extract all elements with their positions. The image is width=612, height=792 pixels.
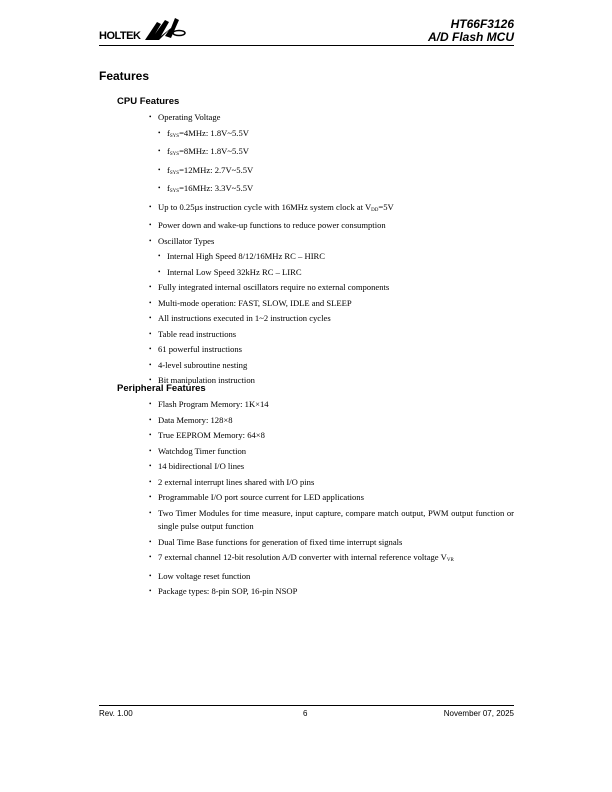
item-text: Multi-mode operation: FAST, SLOW, IDLE and SLEEP (158, 297, 352, 308)
item-text: Bit manipulation instruction (158, 375, 255, 385)
list-item (148, 218, 514, 234)
item-text: Table read instructions (158, 328, 237, 339)
item-text: Operating Voltage (158, 112, 221, 122)
sub-list-item (148, 163, 514, 182)
list-item (148, 506, 514, 535)
item-text: Package types: 8-pin SOP, 16-pin NSOP (158, 586, 298, 596)
item-text: Up to 0.25µs instruction cycle with 16MHz system clock at V (158, 201, 372, 212)
list-item (148, 550, 514, 569)
document-subtitle: A/D Flash MCU (427, 30, 514, 44)
subscript: SYS (169, 170, 180, 176)
list-item (148, 280, 514, 296)
item-text: f (167, 164, 170, 175)
item-text: Fully integrated internal oscillators require no external components (158, 282, 390, 292)
list-item (148, 475, 514, 491)
item-text: True EEPROM Memory: 64×8 (158, 430, 265, 440)
footer-revision: Rev. 1.00 (99, 709, 133, 718)
item-text: Two Timer Modules for time measure, input capture, compare match output, PWM output function or single pulse output function (158, 507, 514, 531)
list-item (148, 459, 514, 475)
header-divider (99, 45, 514, 46)
item-text: 61 powerful instructions (158, 344, 243, 354)
item-text: Low voltage reset function (158, 570, 251, 581)
item-text: Oscillator Types (158, 235, 215, 246)
page-title: Features (99, 69, 150, 83)
item-text: 4-level subroutine nesting (158, 359, 248, 370)
list-item (148, 110, 514, 126)
list-item (148, 569, 514, 585)
item-text: Flash Program Memory: 1K×14 (158, 399, 269, 409)
list-item (148, 200, 514, 219)
item-text: 14 bidirectional I/O lines (158, 461, 245, 471)
list-item (148, 296, 514, 312)
list-item (148, 584, 514, 600)
subscript: SYS (169, 152, 180, 157)
list-item (148, 413, 514, 429)
list-item (148, 311, 514, 327)
item-text: All instructions executed in 1~2 instruction cycles (158, 313, 331, 323)
subscript: DD (371, 207, 379, 213)
subscript: VR (446, 558, 454, 563)
item-text: Dual Time Base functions for generation of fixed time interrupt signals (158, 536, 403, 547)
cpu-features-heading: CPU Features (117, 96, 180, 107)
item-text: =5V (378, 201, 394, 212)
peripheral-features-list (148, 397, 514, 600)
part-number: HT66F3126 (450, 17, 514, 31)
list-item (148, 490, 514, 506)
item-text: Watchdog Timer function (158, 445, 247, 456)
sub-list-item (148, 144, 514, 163)
list-item (148, 358, 514, 374)
peripheral-features-heading: Peripheral Features (117, 383, 206, 394)
item-text: 2 external interrupt lines shared with I/O pins (158, 476, 315, 487)
list-item (148, 444, 514, 460)
cpu-features-list (148, 110, 514, 389)
item-text: =8MHz: 1.8V~5.5V (179, 146, 249, 156)
item-text: Programmable I/O port source current for LED applications (158, 492, 364, 502)
subscript: SYS (169, 133, 180, 139)
footer-page-number: 6 (303, 709, 308, 718)
list-item (148, 234, 514, 250)
item-text: 7 external channel 12-bit resolution A/D converter with internal reference voltage V (158, 552, 447, 562)
footer-divider (99, 705, 514, 706)
svg-text:HOLTEK: HOLTEK (99, 30, 141, 42)
item-text: =12MHz: 2.7V~5.5V (179, 164, 254, 175)
item-text: =16MHz: 3.3V~5.5V (179, 183, 254, 193)
list-item (148, 428, 514, 444)
item-text: Internal High Speed 8/12/16MHz RC – HIRC (167, 251, 326, 261)
list-item (148, 535, 514, 551)
item-text: f (167, 183, 170, 193)
subscript: SYS (169, 189, 180, 194)
sub-list-item (148, 265, 514, 281)
document-header (428, 18, 514, 44)
item-text: Internal Low Speed 32kHz RC – LIRC (167, 266, 302, 277)
footer-date: November 07, 2025 (443, 709, 514, 718)
item-text: f (167, 146, 170, 156)
sub-list-item (148, 181, 514, 200)
item-text: Data Memory: 128×8 (158, 414, 233, 425)
item-text: =4MHz: 1.8V~5.5V (179, 127, 249, 138)
item-text: f (167, 127, 170, 138)
list-item (148, 327, 514, 343)
holtek-logo (99, 14, 189, 44)
list-item (148, 342, 514, 358)
item-text: Power down and wake-up functions to reduce power consumption (158, 220, 386, 230)
sub-list-item (148, 126, 514, 145)
sub-list-item (148, 249, 514, 265)
list-item (148, 397, 514, 413)
